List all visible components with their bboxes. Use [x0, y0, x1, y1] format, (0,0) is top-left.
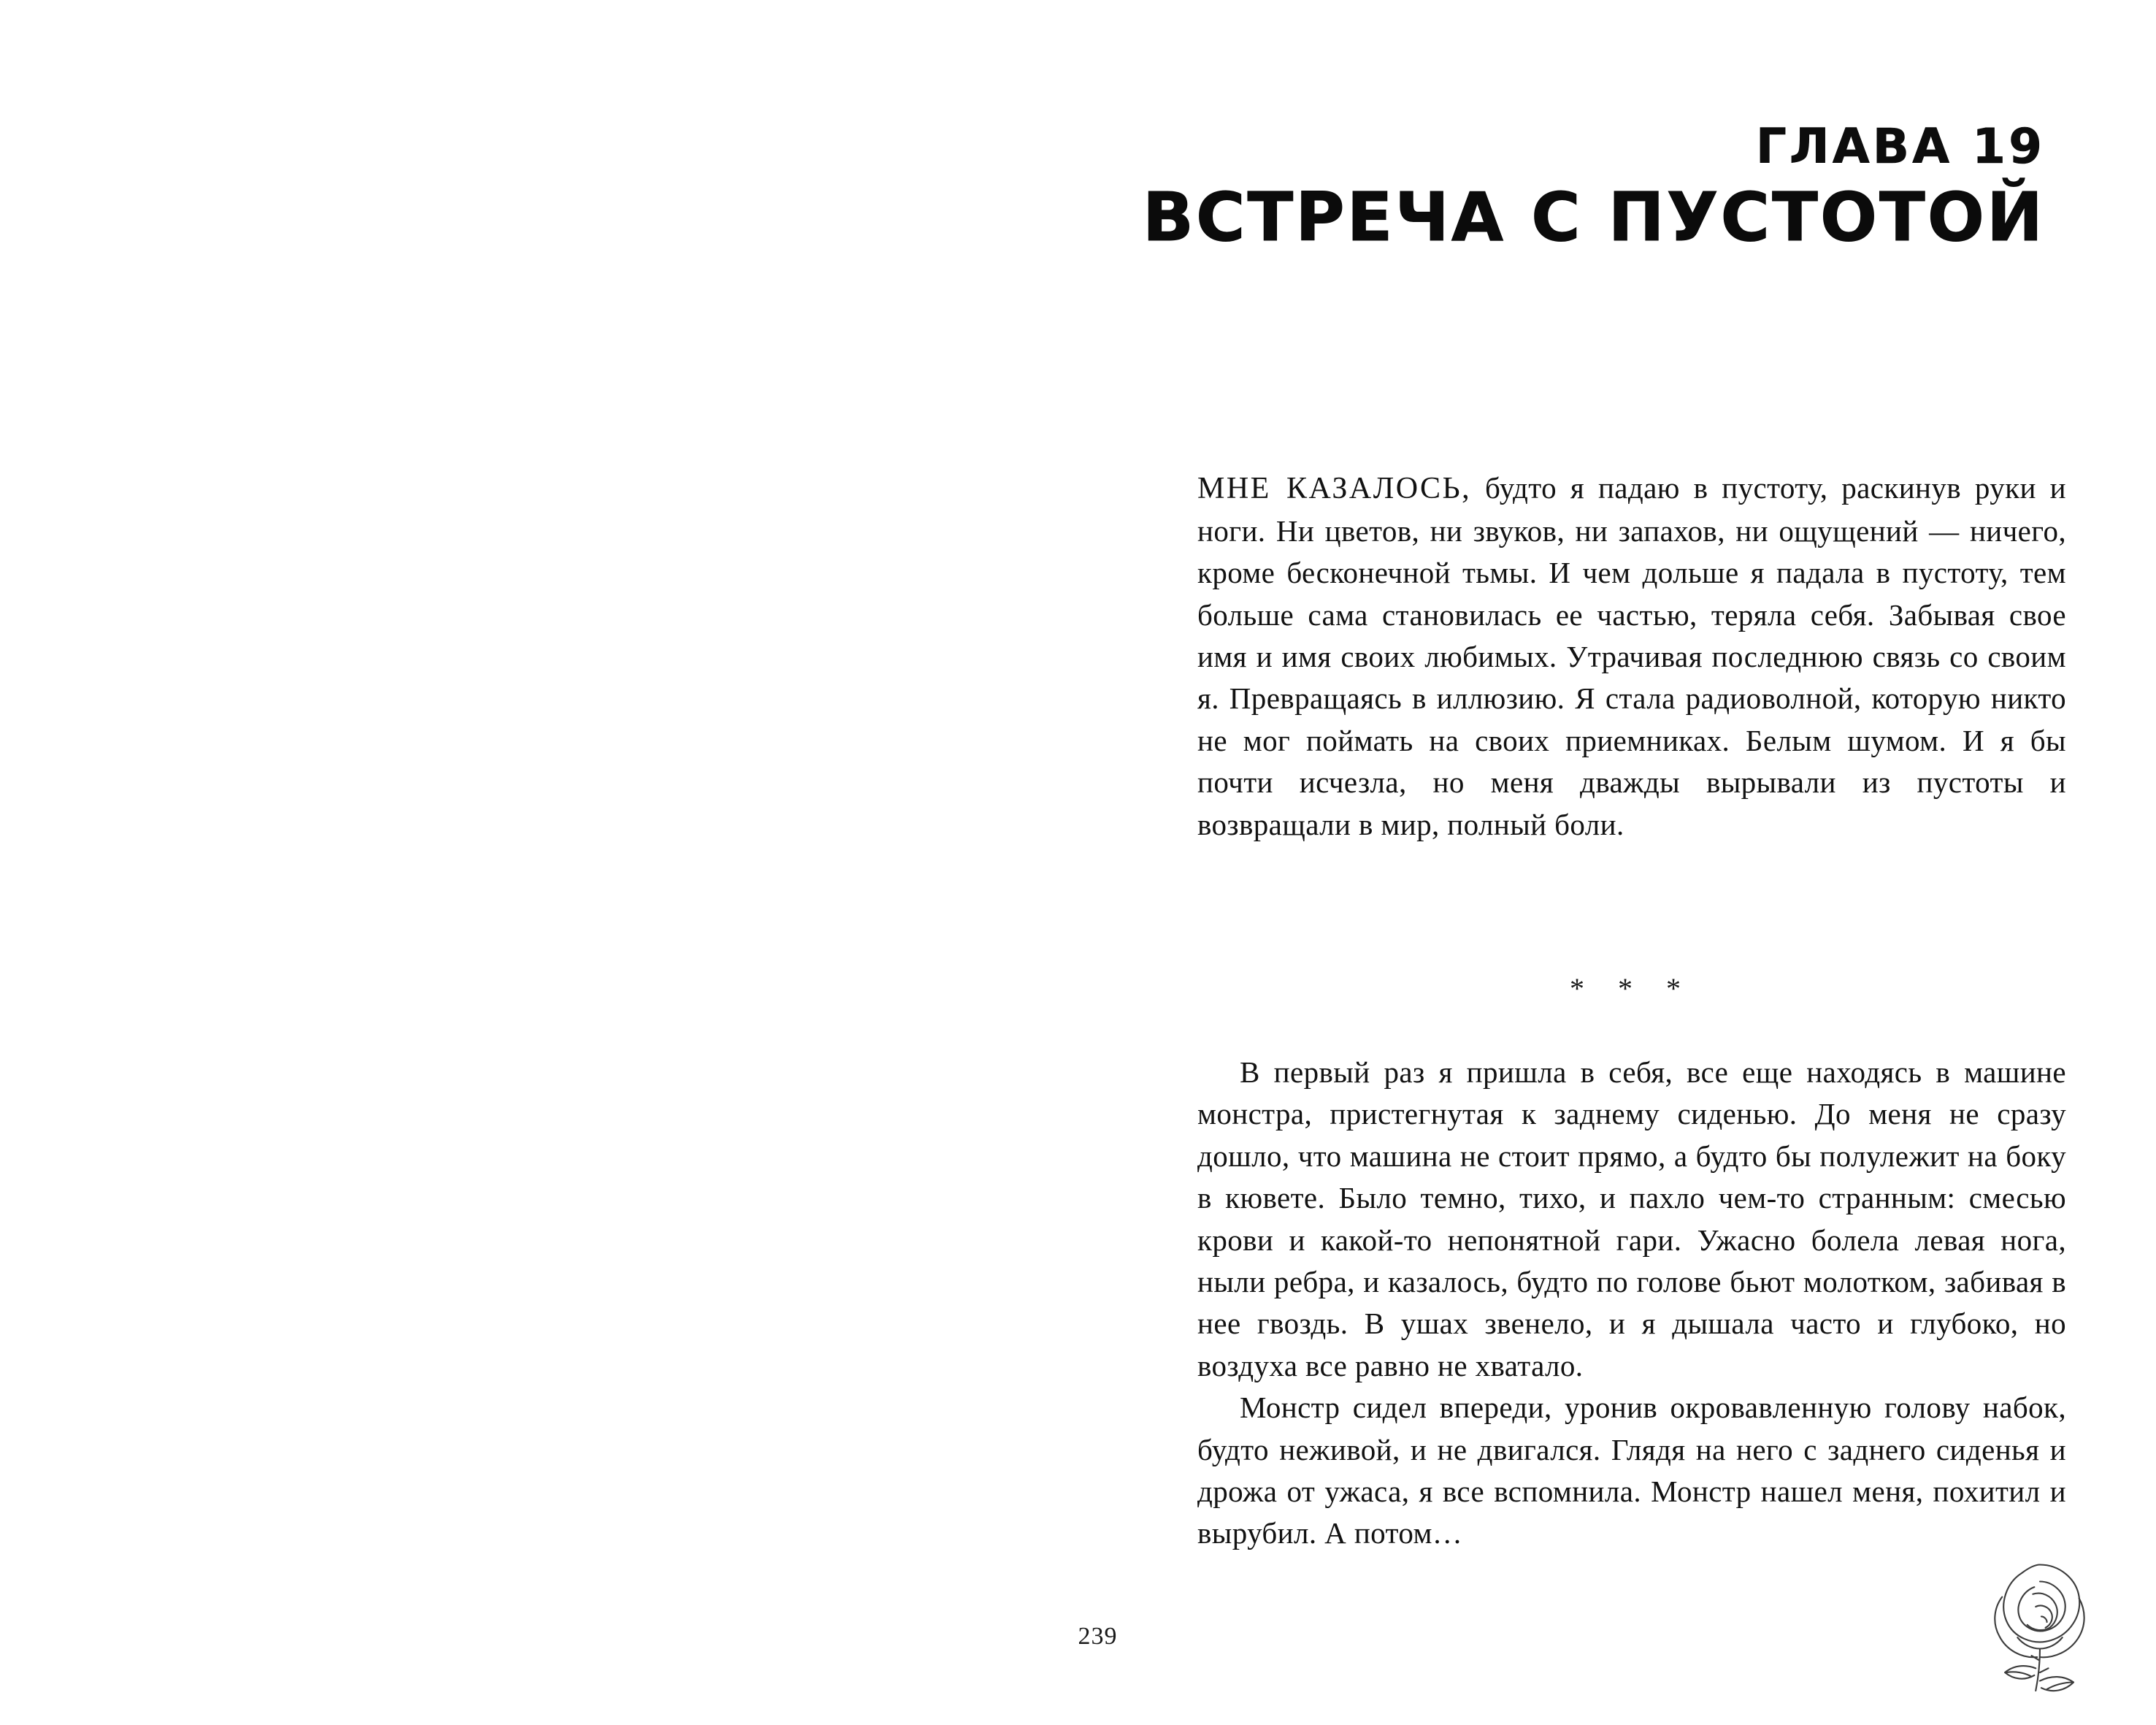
chapter-heading — [921, 118, 2045, 256]
paragraph-3: Монстр сидел впереди, уронив окровавленную голову набок, будто неживой, и не двигался. Глядя на него с заднего сиденья и дрожа от ужаса, я все вспомнила. Монстр нашел меня, похитил и вырубил. А потом… — [1197, 1391, 2066, 1550]
rose-icon — [1956, 1540, 2124, 1707]
body-text-block-2 — [1197, 1052, 2066, 1555]
paragraph-leadin: МНЕ КАЗАЛОСЬ, — [1197, 472, 1472, 505]
chapter-title: ВСТРЕЧА С ПУСТОТОЙ — [1142, 178, 2045, 256]
scene-break-divider: * * * — [1570, 972, 1694, 1005]
page-number: 239 — [1078, 1623, 1118, 1650]
chapter-number: ГЛАВА 19 — [1755, 118, 2045, 175]
paragraph-opening — [1197, 467, 2066, 846]
paragraph-body: будто я падаю в пустоту, раскинув руки и ноги. Ни цветов, ни звуков, ни запахов, ни ощущений — ничего, кроме бесконечной тьмы. И чем дольше я падала в пустоту, тем больше сама становилась ее частью, теряла себя. Забывая свое имя и имя своих любимых. Утрачивая последнюю связь со своим я. Превращаясь в иллюзию. Я стала радиоволной, которую никто не мог поймать на своих приемниках. Белым шумом. И я бы почти исчезла, но меня дважды вырывали из пустоты и возвращали в мир, полный боли. — [1197, 471, 2066, 841]
body-text-block-1 — [1197, 467, 2066, 846]
paragraph-2: В первый раз я пришла в себя, все еще находясь в машине монстра, пристегнутая к заднему сиденью. До меня не сразу дошло, что машина не стоит прямо, а будто бы полулежит на боку в кювете. Было темно, тихо, и пахло чем-то странным: смесью крови и какой-то непонятной гари. Ужасно болела левая нога, ныли ребра, и казалось, будто по голове бьют молотком, забивая в нее гвоздь. В ушах звенело, и я дышала часто и глубоко, но воздуха все равно не хватало. — [1197, 1055, 2066, 1382]
page-folio — [0, 1623, 2156, 1651]
